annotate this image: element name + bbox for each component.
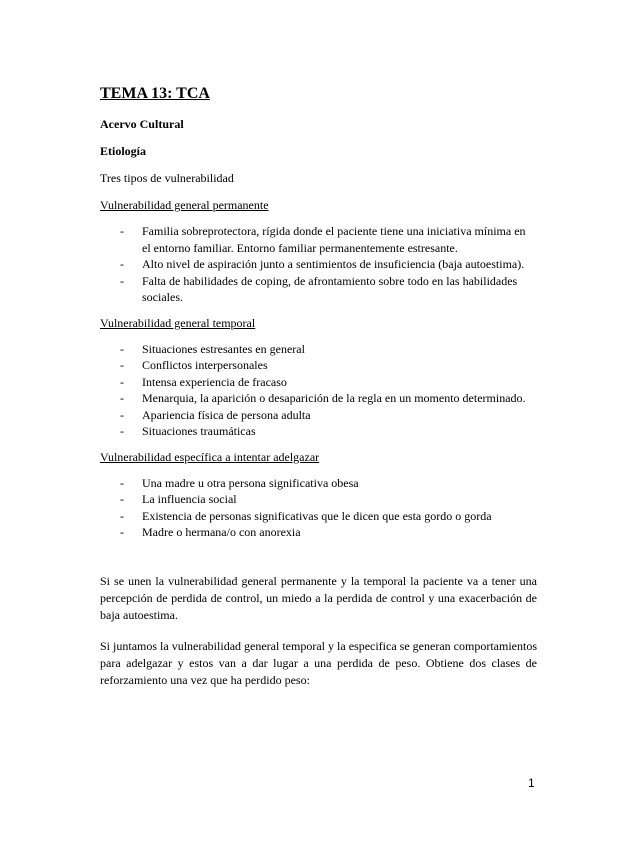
list-especifica-adelgazar <box>100 475 537 541</box>
subheading-etiologia: Etiología <box>100 144 147 158</box>
document-body <box>100 84 537 703</box>
paragraph-juntamos-vulnerabilidades: Si juntamos la vulnerabilidad general temporal y la especifica se generan comportamientos para adelgazar y estos van a dar lugar a una perdida de peso. Obtiene dos clases de reforzamiento una vez que ha perdido peso: <box>100 638 537 687</box>
list-dash: - <box>120 508 124 523</box>
list-dash: - <box>120 273 124 288</box>
list-item-text: Situaciones estresantes en general <box>142 341 305 356</box>
list-item <box>100 341 537 358</box>
list-item-text: Madre o hermana/o con anorexia <box>142 525 301 539</box>
page-number: 1 <box>528 776 535 790</box>
list-item <box>100 423 537 440</box>
list-item-text: La influencia social <box>142 492 237 506</box>
vertical-spacer <box>100 551 537 573</box>
list-general-permanente <box>100 223 537 306</box>
list-item-text: Intensa experiencia de fracaso <box>142 374 287 389</box>
list-general-temporal <box>100 341 537 440</box>
list-dash: - <box>120 341 124 356</box>
list-item-text: Familia sobreprotectora, rígida donde el paciente tiene una iniciativa mínima en el entorno familiar. Entorno familiar permanentemente estresante. <box>142 224 526 255</box>
list-item <box>100 475 537 492</box>
list-item-text: Existencia de personas significativas que le dicen que esta gordo o gorda <box>142 508 492 523</box>
list-dash: - <box>120 475 124 490</box>
list-item <box>100 374 537 391</box>
list-item-text: Situaciones traumáticas <box>142 424 256 438</box>
intro-text: Tres tipos de vulnerabilidad <box>100 171 234 185</box>
section-heading-general-temporal: Vulnerabilidad general temporal <box>100 315 256 330</box>
list-dash: - <box>120 407 124 422</box>
list-dash: - <box>120 374 124 389</box>
list-item-text: Alto nivel de aspiración junto a sentimientos de insuficiencia (baja autoestima). <box>142 257 525 271</box>
section-heading-general-permanente: Vulnerabilidad general permanente <box>100 198 269 212</box>
list-dash: - <box>120 424 124 438</box>
list-item-text: Apariencia física de persona adulta <box>142 407 311 422</box>
list-item <box>100 491 537 508</box>
list-item <box>100 273 537 306</box>
list-dash: - <box>120 391 124 405</box>
page-title: TEMA 13: TCA <box>100 85 210 102</box>
list-item-text: Una madre u otra persona significativa obesa <box>142 475 359 490</box>
list-item-text: Conflictos interpersonales <box>142 358 268 372</box>
list-dash: - <box>120 358 124 372</box>
list-item <box>100 390 537 407</box>
list-item <box>100 407 537 424</box>
section-heading-especifica-adelgazar: Vulnerabilidad específica a intentar adelgazar <box>100 449 320 464</box>
list-item <box>100 223 537 256</box>
list-item <box>100 524 537 541</box>
list-dash: - <box>120 525 124 539</box>
list-item <box>100 256 537 273</box>
list-item-text: Menarquia, la aparición o desaparición de la regla en un momento determinado. <box>142 391 526 405</box>
subheading-acervo-cultural: Acervo Cultural <box>100 117 184 131</box>
list-item <box>100 357 537 374</box>
list-dash: - <box>120 492 124 506</box>
list-item <box>100 508 537 525</box>
list-item-text: Falta de habilidades de coping, de afrontamiento sobre todo en las habilidades sociales. <box>142 273 518 304</box>
list-dash: - <box>120 224 124 238</box>
paragraph-union-vulnerabilidades: Si se unen la vulnerabilidad general permanente y la temporal la paciente va a tener una percepción de perdida de control, un miedo a la perdida de control y una exacerbación de baja autoestima. <box>100 573 537 622</box>
list-dash: - <box>120 257 124 271</box>
